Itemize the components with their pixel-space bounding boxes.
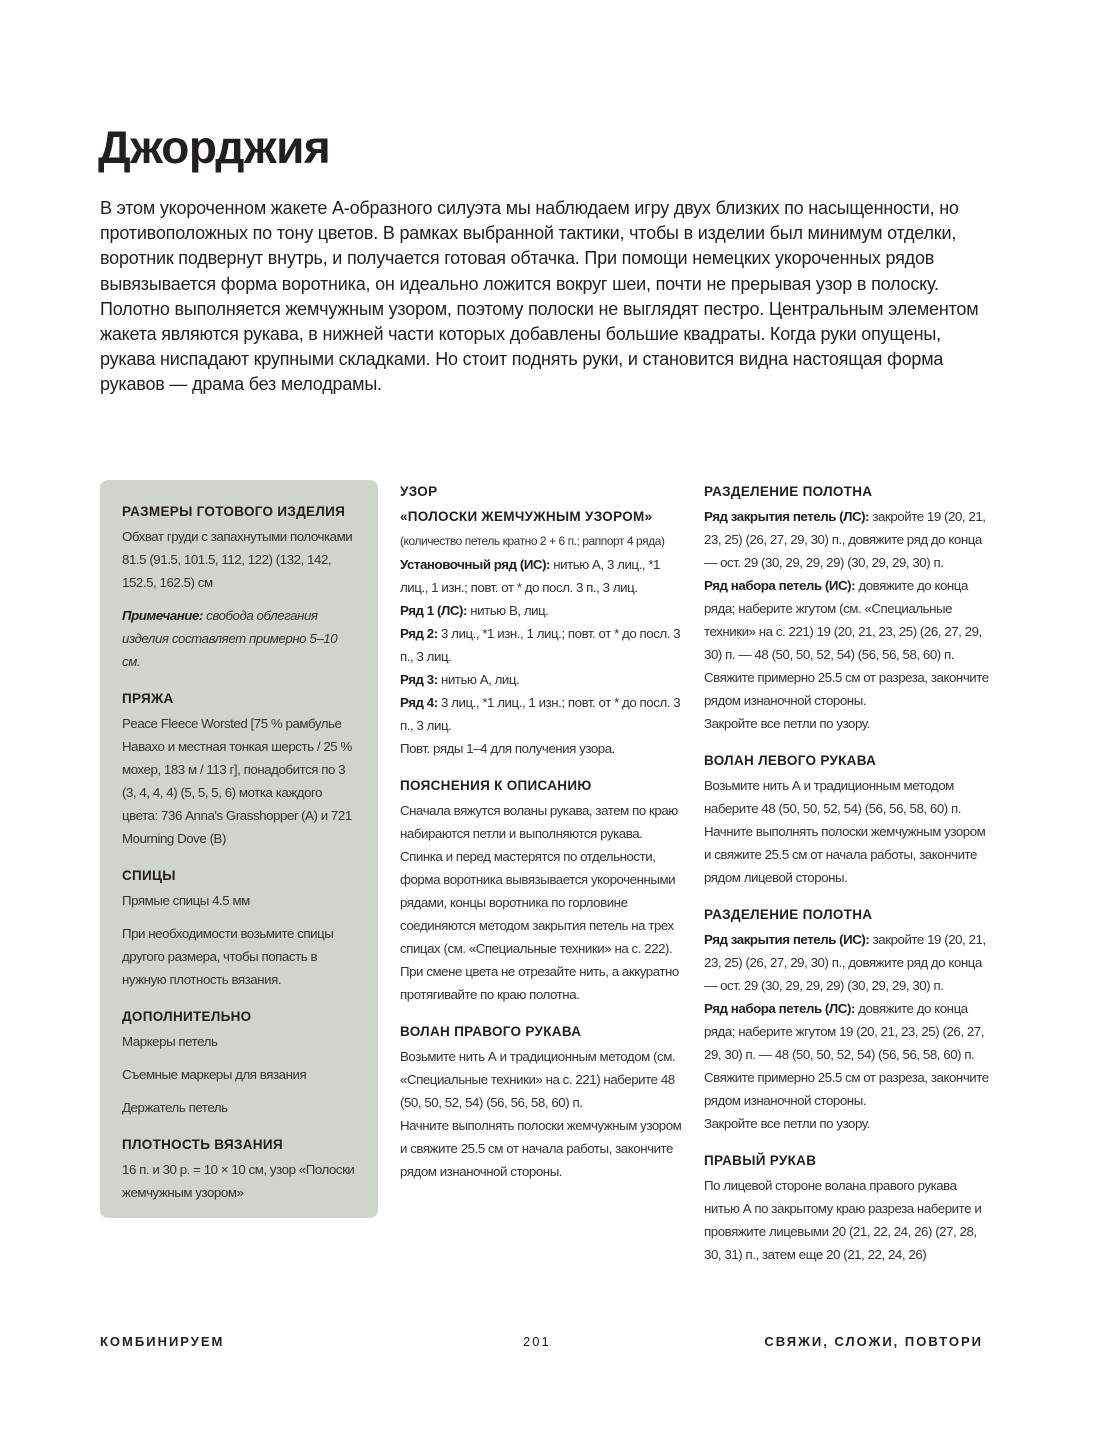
sizes-text: Обхват груди с запахнутыми полочками 81.5 (91.5, 101.5, 112, 122) (132, 142, 152.5, 162.5) см xyxy=(122,529,353,590)
repeat-text: Повт. ряды 1–4 для получения узора. xyxy=(400,741,615,756)
column-2 xyxy=(400,480,685,1197)
instruction-text: Свяжите примерно 25.5 см от разреза, закончите рядом изнаночной стороны. xyxy=(704,670,989,708)
gauge-text: 16 п. и 30 р. = 10 × 10 см, узор «Полоски жемчужным узором» xyxy=(122,1162,355,1200)
section-heading: ДОПОЛНИТЕЛЬНО xyxy=(122,1009,252,1024)
page-title: Джорджия xyxy=(98,121,331,173)
materials-sidebar xyxy=(100,480,378,1218)
section-heading: ПЛОТНОСТЬ ВЯЗАНИЯ xyxy=(122,1137,283,1152)
pattern-row: Ряд 3: нитью А, лиц. xyxy=(400,672,520,687)
section-heading: УЗОР xyxy=(400,484,438,499)
needles-text: Прямые спицы 4.5 мм xyxy=(122,893,250,908)
footer-book-title: СВЯЖИ, СЛОЖИ, ПОВТОРИ xyxy=(764,1334,983,1349)
instruction-text: Закройте все петли по узору. xyxy=(704,1116,870,1131)
pattern-row: Ряд 4: 3 лиц., *1 лиц., 1 изн.; повт. от * до посл. 3 п., 3 лиц. xyxy=(400,695,681,733)
note-label: Примечание: xyxy=(122,608,203,623)
needles-note: При необходимости возьмите спицы другого размера, чтобы попасть в нужную плотность вязания. xyxy=(122,926,334,987)
section-heading: РАЗДЕЛЕНИЕ ПОЛОТНА xyxy=(704,484,873,499)
pattern-note: (количество петель кратно 2 + 6 п.; раппорт 4 ряда) xyxy=(400,534,665,548)
section-heading: РАЗМЕРЫ ГОТОВОГО ИЗДЕЛИЯ xyxy=(122,504,346,519)
section-heading: СПИЦЫ xyxy=(122,868,176,883)
page-number: 201 xyxy=(523,1334,551,1349)
section-heading: ПРЯЖА xyxy=(122,691,174,706)
explanation-text: Сначала вяжутся воланы рукава, затем по краю набираются петли и выполняются рукава. Спинка и перед мастерятся по отдельности, форма воротника вывязывается укороченными рядами, концы воротника по горловине соединяются методом закрытия петель на трех спицах (см. «Специальные техники» на с. 222). При смене цвета не отрезайте нить, а аккуратно протягивайте по краю полотна. xyxy=(400,803,679,1002)
extra-item: Маркеры петель xyxy=(122,1034,218,1049)
note-text: свобода облегания изделия составляет примерно 5–10 см. xyxy=(122,608,338,669)
yarn-text: Peace Fleece Worsted [75 % рамбулье Навахо и местная тонкая шерсть / 25 % мохер, 183 м / 113 г], понадобится по 3 (3, 4, 4, 4) (5, 5, 5, 6) мотка каждого цвета: 736 Anna's Grasshopper (A) и 721 Mourning Dove (B) xyxy=(122,716,352,846)
pattern-row: Ряд 2: 3 лиц., *1 изн., 1 лиц.; повт. от * до посл. 3 п., 3 лиц. xyxy=(400,626,681,664)
extra-item: Съемные маркеры для вязания xyxy=(122,1067,307,1082)
section-heading: ВОЛАН ЛЕВОГО РУКАВА xyxy=(704,753,877,768)
section-heading: «ПОЛОСКИ ЖЕМЧУЖНЫМ УЗОРОМ» xyxy=(400,509,653,524)
instruction-text: Возьмите нить А и традиционным методом наберите 48 (50, 50, 52, 54) (56, 56, 58, 60) п. xyxy=(704,778,961,816)
intro-paragraph: В этом укороченном жакете А-образного силуэта мы наблюдаем игру двух близких по насыщенности, но противоположных по тону цветов. В рамках выбранной тактики, чтобы в изделии был минимум отделки, воротник подвернут внутрь, и получается готовая обтачка. При помощи немецких укороченных рядов вывязывается форма воротника, он идеально ложится вокруг шеи, почти не прерывая узор в полоску. Полотно выполняется жемчужным узором, поэтому полоски не выглядят пестро. Центральным элементом жакета являются рукава, в нижней части которых добавлены большие квадраты. Когда руки опущены, рукава ниспадают крупными складками. Но стоит поднять руки, и становится видна настоящая форма рукавов — драма без мелодрамы. xyxy=(100,198,979,395)
section-heading: ПОЯСНЕНИЯ К ОПИСАНИЮ xyxy=(400,778,592,793)
pattern-row: Ряд 1 (ЛС): нитью В, лиц. xyxy=(400,603,549,618)
extra-item: Держатель петель xyxy=(122,1100,228,1115)
section-heading: ПРАВЫЙ РУКАВ xyxy=(704,1153,817,1168)
footer-section: КОМБИНИРУЕМ xyxy=(100,1334,225,1349)
instruction-text: Начните выполнять полоски жемчужным узором и свяжите 25.5 см от начала работы, закончите рядом лицевой стороны. xyxy=(704,824,986,885)
instruction-text: Свяжите примерно 25.5 см от разреза, закончите рядом изнаночной стороны. xyxy=(704,1070,989,1108)
instruction-text: Начните выполнять полоски жемчужным узором и свяжите 25.5 см от начала работы, закончите рядом изнаночной стороны. xyxy=(400,1118,682,1179)
column-3: РАЗДЕЛЕНИЕ ПОЛОТНА Ряд закрытия петель (ЛС): закройте 19 (20, 21, 23, 25) (26, 27, 29, 30) п., довяжите ряд до конца — ост. 29 (30, 29, 29, 29) (30, 29, 29, 30) п. Ряд набора петель (ИС): довяжите до конца ряда; наберите жгутом (см. «Специальные техники» на с. 221) 19 (20, 21, 23, 25) (26, 27, 29, 30) п. — 48 (50, 50, 52, 54) (56, 56, 58, 60) п. Свяжите примерно 25.5 см от разреза, закончите рядом изнаночной стороны. Закройте все петли по узору. ВОЛАН ЛЕВОГО РУКАВА Возьмите нить А и традиционным методом наберите 48 (50, 50, 52, 54) (56, 56, 58, 60) п. Начните выполнять полоски жемчужным узором и свяжите 25.5 см от начала работы, закончите рядом лицевой стороны. РАЗДЕЛЕНИЕ ПОЛОТНА Ряд закрытия петель (ИС): закройте 19 (20, 21, 23, 25) (26, 27, 29, 30) п., довяжите ряд до конца — ост. 29 (30, 29, 29, 29) (30, 29, 29, 30) п. Ряд набора петель (ЛС): довяжите до конца ряда; наберите жгутом 19 (20, 21, 23, 25) (26, 27, 29, 30) п. — 48 (50, 50, 52, 54) (56, 56, 58, 60) п. Свяжите примерно 25.5 см от разреза, закончите рядом изнаночной стороны. Закройте все петли по узору. ПРАВЫЙ РУКАВ По лицевой стороне волана правого рукава нитью А по закрытому краю разреза наберите и провяжите лицевыми 20 (21, 22, 24, 26) (27, 28, 30, 31) п., затем еще 20 (21, 22, 24, 26) xyxy=(704,480,989,1280)
instruction-text: По лицевой стороне волана правого рукава нитью А по закрытому краю разреза наберите и провяжите лицевыми 20 (21, 22, 24, 26) (27, 28, 30, 31) п., затем еще 20 (21, 22, 24, 26) xyxy=(704,1178,982,1262)
note xyxy=(122,604,356,673)
section-heading: ВОЛАН ПРАВОГО РУКАВА xyxy=(400,1024,582,1039)
instruction-text: Закройте все петли по узору. xyxy=(704,716,870,731)
pattern-row: Установочный ряд (ИС): нитью А, 3 лиц., *1 лиц., 1 изн.; повт. от * до посл. 3 п., 3 лиц. xyxy=(400,557,660,595)
instruction-text: Возьмите нить А и традиционным методом (см. «Специальные техники» на с. 221) наберите 48 (50, 50, 52, 54) (56, 56, 58, 60) п. xyxy=(400,1049,676,1110)
section-heading: РАЗДЕЛЕНИЕ ПОЛОТНА xyxy=(704,907,873,922)
